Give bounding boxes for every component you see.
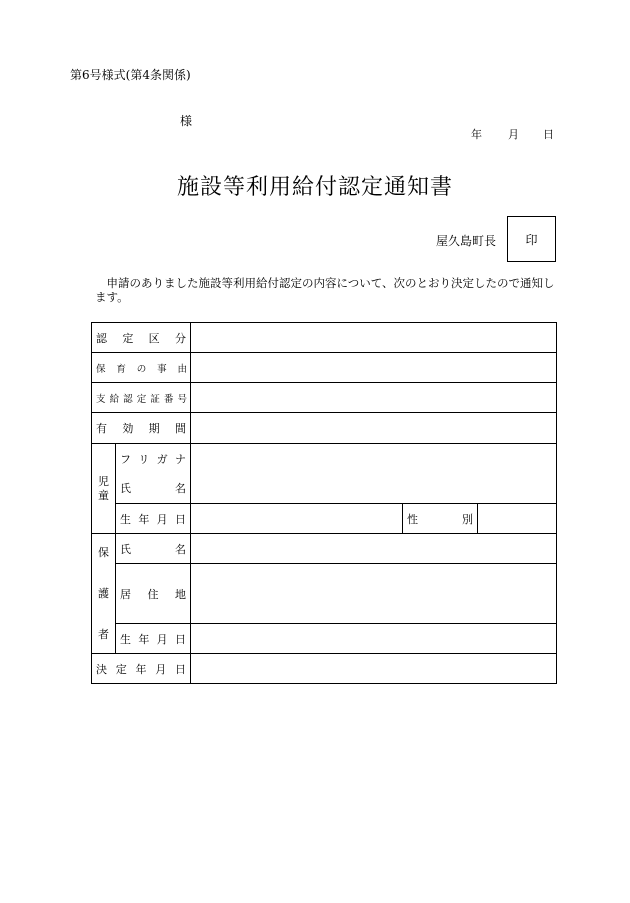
label-child-gender: [403, 504, 478, 534]
label-guardian: [92, 534, 116, 654]
label-char: 月: [155, 662, 167, 676]
label-char: 住: [147, 587, 159, 601]
label-char: 年: [138, 512, 150, 526]
label-char: 性: [407, 512, 418, 526]
value-guardian-address[interactable]: [191, 564, 557, 624]
label-char: 定: [115, 662, 127, 676]
label-char: 護: [98, 586, 109, 600]
label-char: 年: [135, 662, 147, 676]
label-char: 決: [96, 662, 107, 676]
label-char: 保: [96, 363, 106, 375]
label-char: 定: [122, 331, 134, 345]
form-number: 第6号様式(第4条関係): [70, 68, 191, 82]
label-char: リ: [138, 452, 150, 466]
row-childcare-reason: [92, 353, 557, 383]
label-char: 年: [138, 632, 150, 646]
row-certificate-number: [92, 383, 557, 413]
label-char: 保: [98, 545, 109, 559]
label-char: 定: [136, 393, 147, 405]
label-char: 別: [462, 512, 473, 526]
label-char: 者: [98, 627, 109, 641]
row-guardian-name: [92, 534, 557, 564]
label-char: 生: [120, 632, 131, 646]
label-char: 月: [156, 632, 168, 646]
label-child: 児童: [92, 444, 116, 534]
label-char: 区: [148, 331, 160, 345]
value-decision-date[interactable]: [191, 654, 557, 684]
row-guardian-address: [92, 564, 557, 624]
label-char: 事: [157, 363, 167, 375]
row-guardian-birth: [92, 624, 557, 654]
label-char: 支: [96, 393, 106, 405]
label-char: 名: [175, 542, 186, 556]
label-guardian-address: [116, 564, 191, 624]
date-month: 月: [508, 128, 519, 141]
label-childcare-reason: [92, 353, 191, 383]
value-childcare-reason[interactable]: [191, 353, 557, 383]
label-char: ナ: [174, 452, 186, 466]
label-char: 認: [123, 393, 133, 405]
label-decision-date: [92, 654, 191, 684]
label-char: フ: [120, 452, 131, 466]
value-guardian-name[interactable]: [191, 534, 557, 564]
label-child-furigana: [116, 444, 191, 474]
value-child-furigana[interactable]: [191, 444, 557, 474]
value-guardian-birth-date[interactable]: [191, 624, 557, 654]
label-char: 分: [174, 331, 186, 345]
value-certification-category[interactable]: [191, 323, 557, 353]
document-title: 施設等利用給付認定通知書: [176, 175, 453, 200]
label-validity-period: [92, 413, 191, 444]
label-char: 居: [120, 587, 131, 601]
addressee-suffix: 様: [180, 114, 193, 128]
label-char: 間: [174, 422, 186, 435]
issuer-name: 屋久島町長: [436, 234, 497, 248]
label-char: 番: [163, 393, 174, 405]
label-char: 地: [175, 587, 186, 601]
value-child-name[interactable]: [191, 474, 557, 504]
seal-box: [507, 216, 556, 262]
label-char: 号: [177, 393, 187, 405]
value-child-gender[interactable]: [478, 504, 557, 534]
label-char: 氏: [120, 482, 131, 496]
label-guardian-birth-date: [116, 624, 191, 654]
date-day: 日: [543, 128, 554, 141]
row-validity-period: [92, 413, 557, 444]
label-certificate-number: [92, 383, 191, 413]
date-year: 年: [471, 128, 482, 141]
label-char: 月: [156, 512, 168, 526]
label-char: 認: [96, 331, 107, 345]
seal-text: 印: [525, 233, 538, 247]
label-char: 給: [109, 393, 120, 405]
row-child-furigana: [92, 444, 557, 474]
label-guardian-name: [116, 534, 191, 564]
label-char: 期: [148, 422, 160, 435]
row-child-birth: [92, 504, 557, 534]
label-char: 名: [175, 482, 186, 496]
label-child-birth-date: [116, 504, 191, 534]
label-char: 生: [120, 512, 131, 526]
label-char: 日: [175, 662, 186, 676]
label-char: の: [136, 363, 147, 375]
label-char: 有: [96, 422, 107, 435]
value-child-birth-date[interactable]: [191, 504, 403, 534]
row-decision-date: [92, 654, 557, 684]
label-child-name: [116, 474, 191, 504]
label-char: 育: [116, 363, 126, 375]
label-char: 由: [177, 363, 187, 375]
value-certificate-number[interactable]: [191, 383, 557, 413]
label-char: ガ: [156, 452, 168, 466]
form-table: [91, 322, 557, 684]
label-char: 効: [122, 422, 134, 435]
label-char: 証: [150, 393, 160, 405]
label-char: 日: [174, 512, 186, 526]
row-child-name: [92, 474, 557, 504]
label-char: 日: [174, 632, 186, 646]
body-text: 申請のありました施設等利用給付認定の内容について、次のとおり決定したので通知します。: [95, 276, 555, 304]
label-certification-category: [92, 323, 191, 353]
row-certification-category: [92, 323, 557, 353]
value-validity-period[interactable]: [191, 413, 557, 444]
label-char: 氏: [120, 542, 131, 556]
